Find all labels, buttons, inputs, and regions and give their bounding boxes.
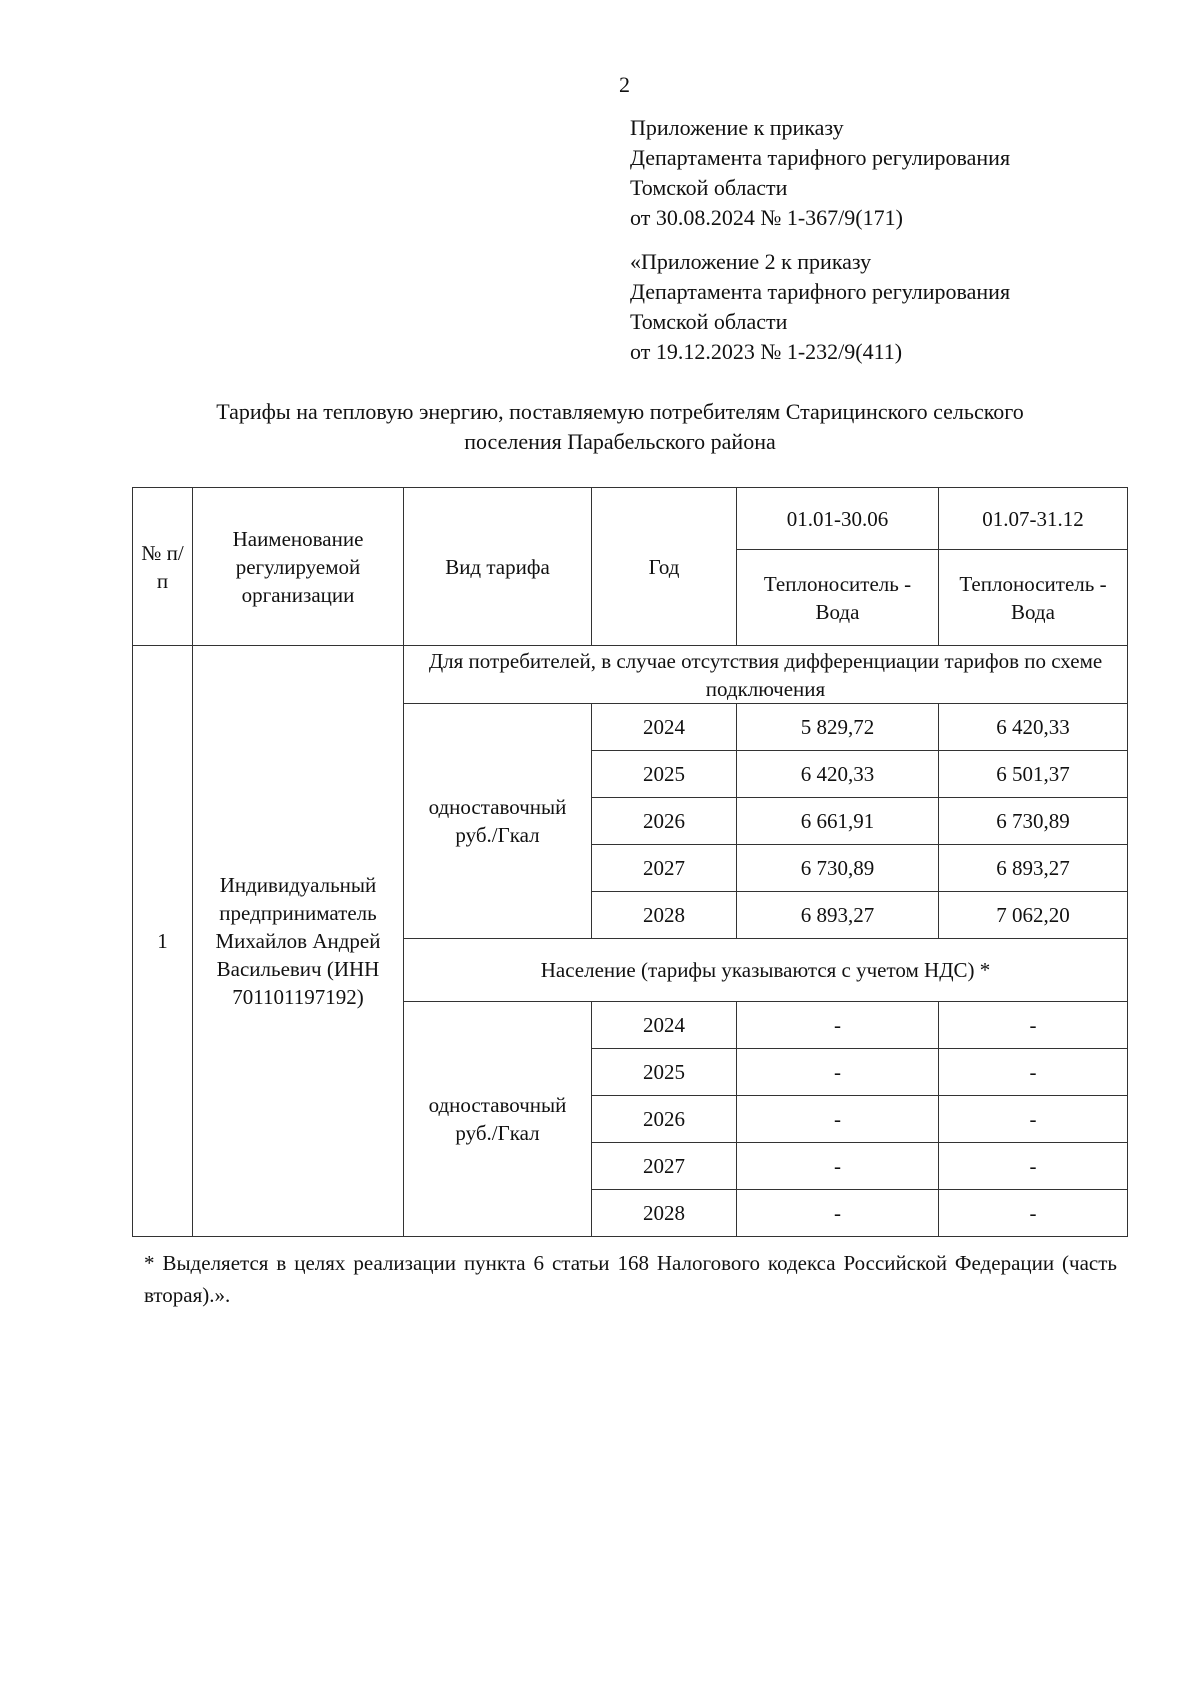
value-period-2: 6 730,89: [939, 798, 1128, 845]
title-line: поселения Парабельского района: [464, 429, 776, 454]
header-organization: Наименование регулируемой организации: [193, 488, 404, 646]
appendix-line: Департамента тарифного регулирования: [630, 279, 1011, 304]
appendix-line: Томской области: [630, 175, 788, 200]
appendix-original-reference: [630, 247, 1010, 367]
page-number: 2: [619, 72, 630, 97]
year-cell: 2024: [592, 1002, 737, 1049]
value-period-1: -: [737, 1190, 939, 1237]
appendix-line: Департамента тарифного регулирования: [630, 145, 1011, 170]
header-carrier-2: Теплоноситель - Вода: [939, 550, 1128, 646]
year-cell: 2027: [592, 845, 737, 892]
value-period-1: -: [737, 1143, 939, 1190]
year-cell: 2025: [592, 1049, 737, 1096]
year-cell: 2027: [592, 1143, 737, 1190]
tariff-type-label: одноставочный руб./Гкал: [404, 1002, 592, 1237]
header-carrier-1: Теплоноситель - Вода: [737, 550, 939, 646]
tariff-type-label: одноставочный руб./Гкал: [404, 704, 592, 939]
value-period-2: -: [939, 1049, 1128, 1096]
title-line: Тарифы на тепловую энергию, поставляемую потребителям Старицинского сельского: [216, 399, 1024, 424]
value-period-1: -: [737, 1096, 939, 1143]
value-period-1: 6 420,33: [737, 751, 939, 798]
value-period-2: -: [939, 1190, 1128, 1237]
section-heading: Население (тарифы указываются с учетом НДС) *: [404, 939, 1128, 1002]
appendix-current-reference: [630, 113, 1010, 233]
header-period-2: 01.07-31.12: [939, 488, 1128, 550]
value-period-2: 7 062,20: [939, 892, 1128, 939]
organization-name: Индивидуальный предприниматель Михайлов Андрей Васильевич (ИНН 701101197192): [193, 646, 404, 1237]
year-cell: 2028: [592, 1190, 737, 1237]
year-cell: 2025: [592, 751, 737, 798]
header-tariff-type: Вид тарифа: [404, 488, 592, 646]
year-cell: 2026: [592, 1096, 737, 1143]
value-period-2: 6 893,27: [939, 845, 1128, 892]
header-year: Год: [592, 488, 737, 646]
header-num: № п/п: [133, 488, 193, 646]
appendix-line: Томской области: [630, 309, 788, 334]
appendix-line: Приложение к приказу: [630, 115, 844, 140]
value-period-1: 5 829,72: [737, 704, 939, 751]
document-title: [120, 397, 1120, 457]
value-period-1: 6 730,89: [737, 845, 939, 892]
appendix-line: «Приложение 2 к приказу: [630, 249, 872, 274]
value-period-2: -: [939, 1002, 1128, 1049]
value-period-2: -: [939, 1096, 1128, 1143]
value-period-1: -: [737, 1002, 939, 1049]
value-period-1: -: [737, 1049, 939, 1096]
year-cell: 2026: [592, 798, 737, 845]
value-period-1: 6 661,91: [737, 798, 939, 845]
value-period-2: 6 420,33: [939, 704, 1128, 751]
value-period-2: -: [939, 1143, 1128, 1190]
appendix-line: от 30.08.2024 № 1-367/9(171): [630, 205, 903, 230]
value-period-2: 6 501,37: [939, 751, 1128, 798]
year-cell: 2028: [592, 892, 737, 939]
section-heading: Для потребителей, в случае отсутствия дифференциации тарифов по схеме подключения: [404, 646, 1128, 704]
value-period-1: 6 893,27: [737, 892, 939, 939]
header-period-1: 01.01-30.06: [737, 488, 939, 550]
footnote: * Выделяется в целях реализации пункта 6 статьи 168 Налогового кодекса Российской Федерации (часть вторая).».: [144, 1251, 1117, 1307]
year-cell: 2024: [592, 704, 737, 751]
appendix-line: от 19.12.2023 № 1-232/9(411): [630, 339, 903, 364]
row-number: 1: [133, 646, 193, 1237]
tariff-table: [132, 487, 1128, 1237]
